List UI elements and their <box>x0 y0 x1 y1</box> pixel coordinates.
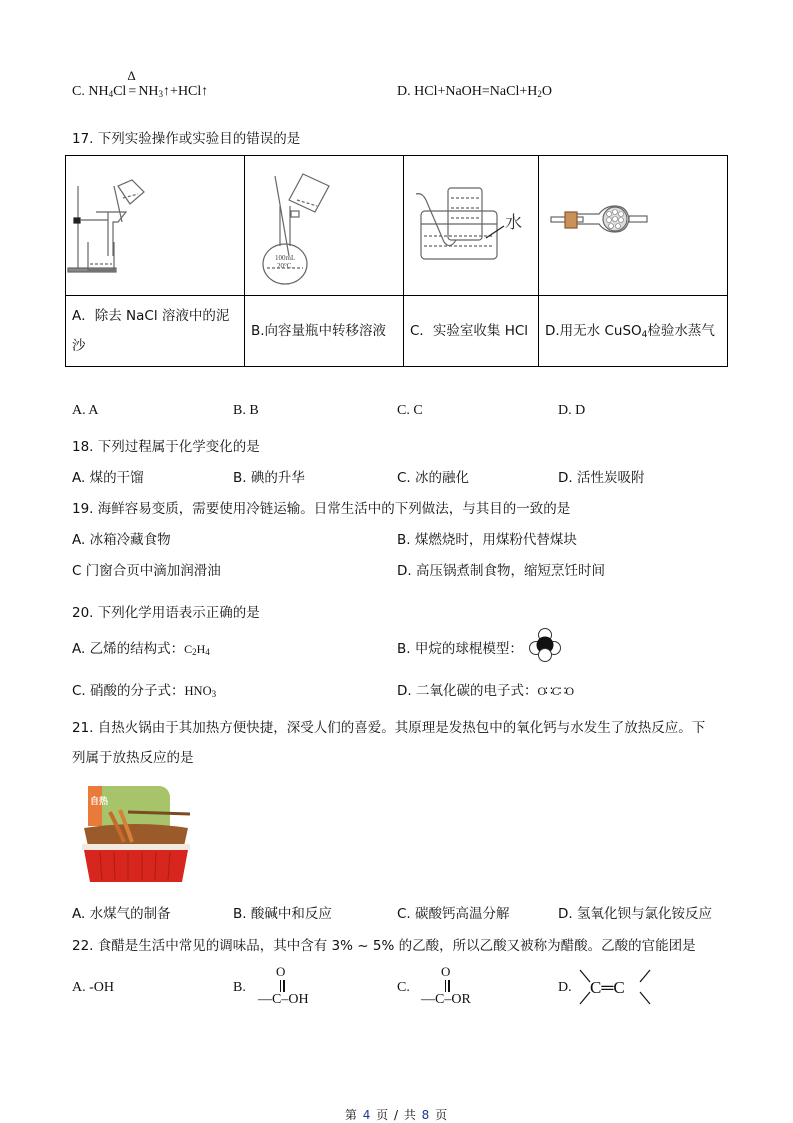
q21-option-a[interactable]: A. 水煤气的制备 <box>72 906 171 922</box>
q17-option-a[interactable]: A. A <box>72 403 99 418</box>
q22-option-c-label[interactable]: C. <box>397 980 410 995</box>
option-a-caption: A．除去 NaCl 溶液中的泥沙 <box>66 296 245 367</box>
q22-stem: 22. 食醋是生活中常见的调味品，其中含有 3% ~ 5% 的乙酸，所以乙酸又被称为醋酸。乙酸的官能团是 <box>72 938 696 954</box>
q17-stem: 17. 下列实验操作或实验目的错误的是 <box>72 131 301 147</box>
volumetric-flask-icon <box>245 156 403 291</box>
q19-option-b[interactable]: B. 煤燃烧时，用煤粉代替煤块 <box>397 532 577 548</box>
option-d-caption: D.用无水 CuSO$_4$检验水蒸气 <box>539 296 728 367</box>
drying-tube-image-cell <box>539 156 728 296</box>
q19-stem: 19. 海鲜容易变质，需要使用冷链运输。日常生活中的下列做法，与其目的一致的是 <box>72 501 571 517</box>
q21-stem-line1: 21. 自热火锅由于其加热方便快捷，深受人们的喜爱。其原理是发热包中的氧化钙与水发生了放热反应。下 <box>72 720 706 736</box>
methane-ball-stick-model-icon <box>526 626 564 664</box>
q21-option-d[interactable]: D. 氢氧化钡与氯化铵反应 <box>558 906 712 922</box>
q20-option-d[interactable]: D. 二氧化碳的电子式：O∷C∷O <box>397 683 574 699</box>
q22-option-c-structure: —C–OR <box>421 992 471 1007</box>
q22-option-b-oxygen: O <box>276 964 286 979</box>
q21-option-b[interactable]: B. 酸碱中和反应 <box>233 906 332 922</box>
q16-option-c: C. $NH_4Cl$ Δ = $NH_3↑+HCl↑$ <box>72 68 209 99</box>
q17-option-b[interactable]: B. B <box>233 403 259 418</box>
volumetric-flask-image-cell <box>245 156 404 296</box>
q22-option-b-label[interactable]: B. <box>233 980 246 995</box>
q22-option-c-oxygen: O <box>441 964 451 979</box>
filtration-image-cell <box>66 156 245 296</box>
self-heating-hotpot-image <box>80 782 195 888</box>
q18-option-c[interactable]: C. 冰的融化 <box>397 470 470 486</box>
option-c-caption: C．实验室收集 HCl <box>404 296 539 367</box>
option-b-caption: B.向容量瓶中转移溶液 <box>245 296 404 367</box>
drying-tube-icon <box>539 156 727 291</box>
q18-option-b[interactable]: B. 碘的升华 <box>233 470 305 486</box>
svg-text:自热: 自热 <box>90 797 109 807</box>
q18-stem: 18. 下列过程属于化学变化的是 <box>72 439 260 455</box>
q22-option-c-double-bond <box>445 980 447 992</box>
q20-option-b[interactable]: B. 甲烷的球棍模型： <box>397 641 523 657</box>
q18-option-a[interactable]: A. 煤的干馏 <box>72 470 144 486</box>
page-footer: 第 4 页 / 共 8 页 <box>344 1108 449 1122</box>
heat-condition-equals: Δ = <box>127 68 137 99</box>
gas-collection-image-cell <box>404 156 539 296</box>
q20-option-c[interactable]: C. 硝酸的分子式：$HNO_3$ <box>72 683 217 699</box>
q22-option-a[interactable]: A. -OH <box>72 980 114 995</box>
q19-option-c[interactable]: C 门窗合页中滴加润滑油 <box>72 563 221 579</box>
q17-option-d[interactable]: D. D <box>558 403 586 418</box>
q20-stem: 20. 下列化学用语表示正确的是 <box>72 605 260 621</box>
q21-stem-line2: 列属于放热反应的是 <box>72 750 194 766</box>
water-displacement-icon <box>404 156 538 291</box>
svg-text:C═C: C═C <box>590 978 625 997</box>
q18-option-d[interactable]: D. 活性炭吸附 <box>558 470 645 486</box>
svg-text:水: 水 <box>505 213 522 233</box>
q17-option-c[interactable]: C. C <box>397 403 423 418</box>
q22-option-d-label[interactable]: D. <box>558 980 572 995</box>
svg-text:100mL: 100mL <box>275 254 296 262</box>
q16-option-d: D. $HCl+NaOH=NaCl+H_2O$ <box>397 84 552 99</box>
q22-option-b-structure: —C–OH <box>258 992 309 1007</box>
q21-option-c[interactable]: C. 碳酸钙高温分解 <box>397 906 510 922</box>
alkene-double-bond-structure-icon <box>578 968 652 1008</box>
filtration-apparatus-icon <box>66 156 244 291</box>
q20-option-a[interactable]: A. 乙烯的结构式：$C_2H_4$ <box>72 641 210 657</box>
q19-option-d[interactable]: D. 高压锅煮制食物，缩短烹饪时间 <box>397 563 605 579</box>
q22-option-b-double-bond <box>280 980 282 992</box>
svg-text:20°C: 20°C <box>277 262 292 270</box>
q17-experiment-table <box>65 155 728 367</box>
q19-option-a[interactable]: A. 冰箱冷藏食物 <box>72 532 171 548</box>
